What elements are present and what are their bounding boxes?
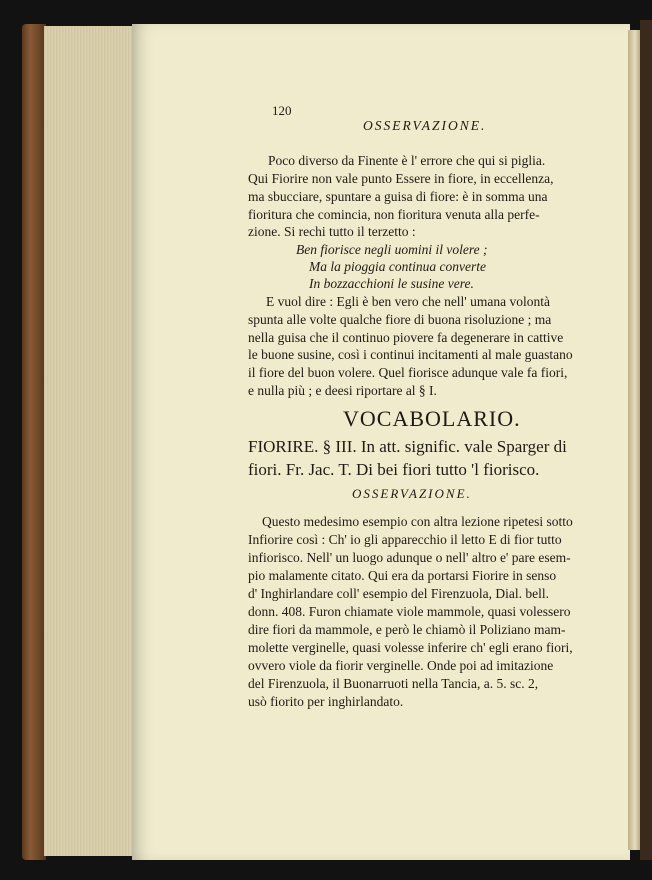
section-heading-osservazione-1: OSSERVAZIONE. xyxy=(363,118,487,133)
paragraph-line: donn. 408. Furon chiamate viole mammole, quasi volessero xyxy=(248,604,571,619)
book-cover-right xyxy=(640,20,652,860)
paragraph-line: zione. Si rechi tutto il terzetto : xyxy=(248,224,416,239)
paragraph-line: ovvero viole da fiorir verginelle. Onde poi ad imitazione xyxy=(248,658,554,673)
section-title-vocabolario: VOCABOLARIO. xyxy=(343,406,521,431)
entry-line: fiori. Fr. Jac. T. Di bei fiori tutto 'l fiorisco. xyxy=(248,460,540,479)
verse-line: In bozzacchioni le susine vere. xyxy=(309,276,474,291)
paragraph-line: nella guisa che il continuo piovere fa degenerare in cattive xyxy=(248,330,564,345)
paragraph-line: Qui Fiorire non vale punto Essere in fiore, in eccellenza, xyxy=(248,171,554,186)
page-edges-left xyxy=(44,26,134,856)
paragraph-line: Infiorire così : Ch' io gli apparecchio il letto E di fior tutto xyxy=(248,532,562,547)
paragraph-line: Poco diverso da Finente è l' errore che qui si piglia. xyxy=(268,153,546,168)
paragraph-line: le buone susine, così i continui incitamenti al male guastano xyxy=(248,347,573,362)
book-spine-left xyxy=(22,24,46,860)
paragraph-line: Questo medesimo esempio con altra lezione ripetesi sotto xyxy=(262,514,573,529)
paragraph-line: d' Inghirlandare coll' esempio del Firenzuola, Dial. bell. xyxy=(248,586,550,601)
paragraph-line: il fiore del buon volere. Quel fiorisce adunque vale fa fiori, xyxy=(248,365,568,380)
paragraph-line: usò fiorito per inghirlandato. xyxy=(248,694,404,709)
section-heading-osservazione-2: OSSERVAZIONE. xyxy=(352,486,472,501)
paragraph-line: spunta alle volte qualche fiore di buona risoluzione ; ma xyxy=(248,312,552,327)
entry-line: FIORIRE. § III. In att. signific. vale Sparger di xyxy=(248,437,567,456)
paragraph-line: E vuol dire : Egli è ben vero che nell' umana volontà xyxy=(266,294,550,309)
paragraph-line: dire fiori da mammole, e però le chiamò il Poliziano mam- xyxy=(248,622,566,637)
paragraph-line: fioritura che comincia, non fioritura venuta alla perfe- xyxy=(248,207,540,222)
paragraph-line: pio malamente citato. Qui era da portarsi Fiorire in senso xyxy=(248,568,557,583)
verse-line: Ben fiorisce negli uomini il volere ; xyxy=(296,242,488,257)
page-number: 120 xyxy=(272,103,292,118)
paragraph-line: e nulla più ; e deesi riportare al § I. xyxy=(248,383,437,398)
paragraph-line: molette verginelle, quasi volesse inferire ch' egli erano fiori, xyxy=(248,640,573,655)
verse-line: Ma la pioggia continua converte xyxy=(309,259,486,274)
paragraph-line: ma sbucciare, spuntare a guisa di fiore: è in somma una xyxy=(248,189,548,204)
paragraph-line: del Firenzuola, il Buonarruoti nella Tancia, a. 5. sc. 2, xyxy=(248,676,539,691)
paragraph-line: infiorisco. Nell' un luogo adunque o nell' altro e' pare esem- xyxy=(248,550,571,565)
